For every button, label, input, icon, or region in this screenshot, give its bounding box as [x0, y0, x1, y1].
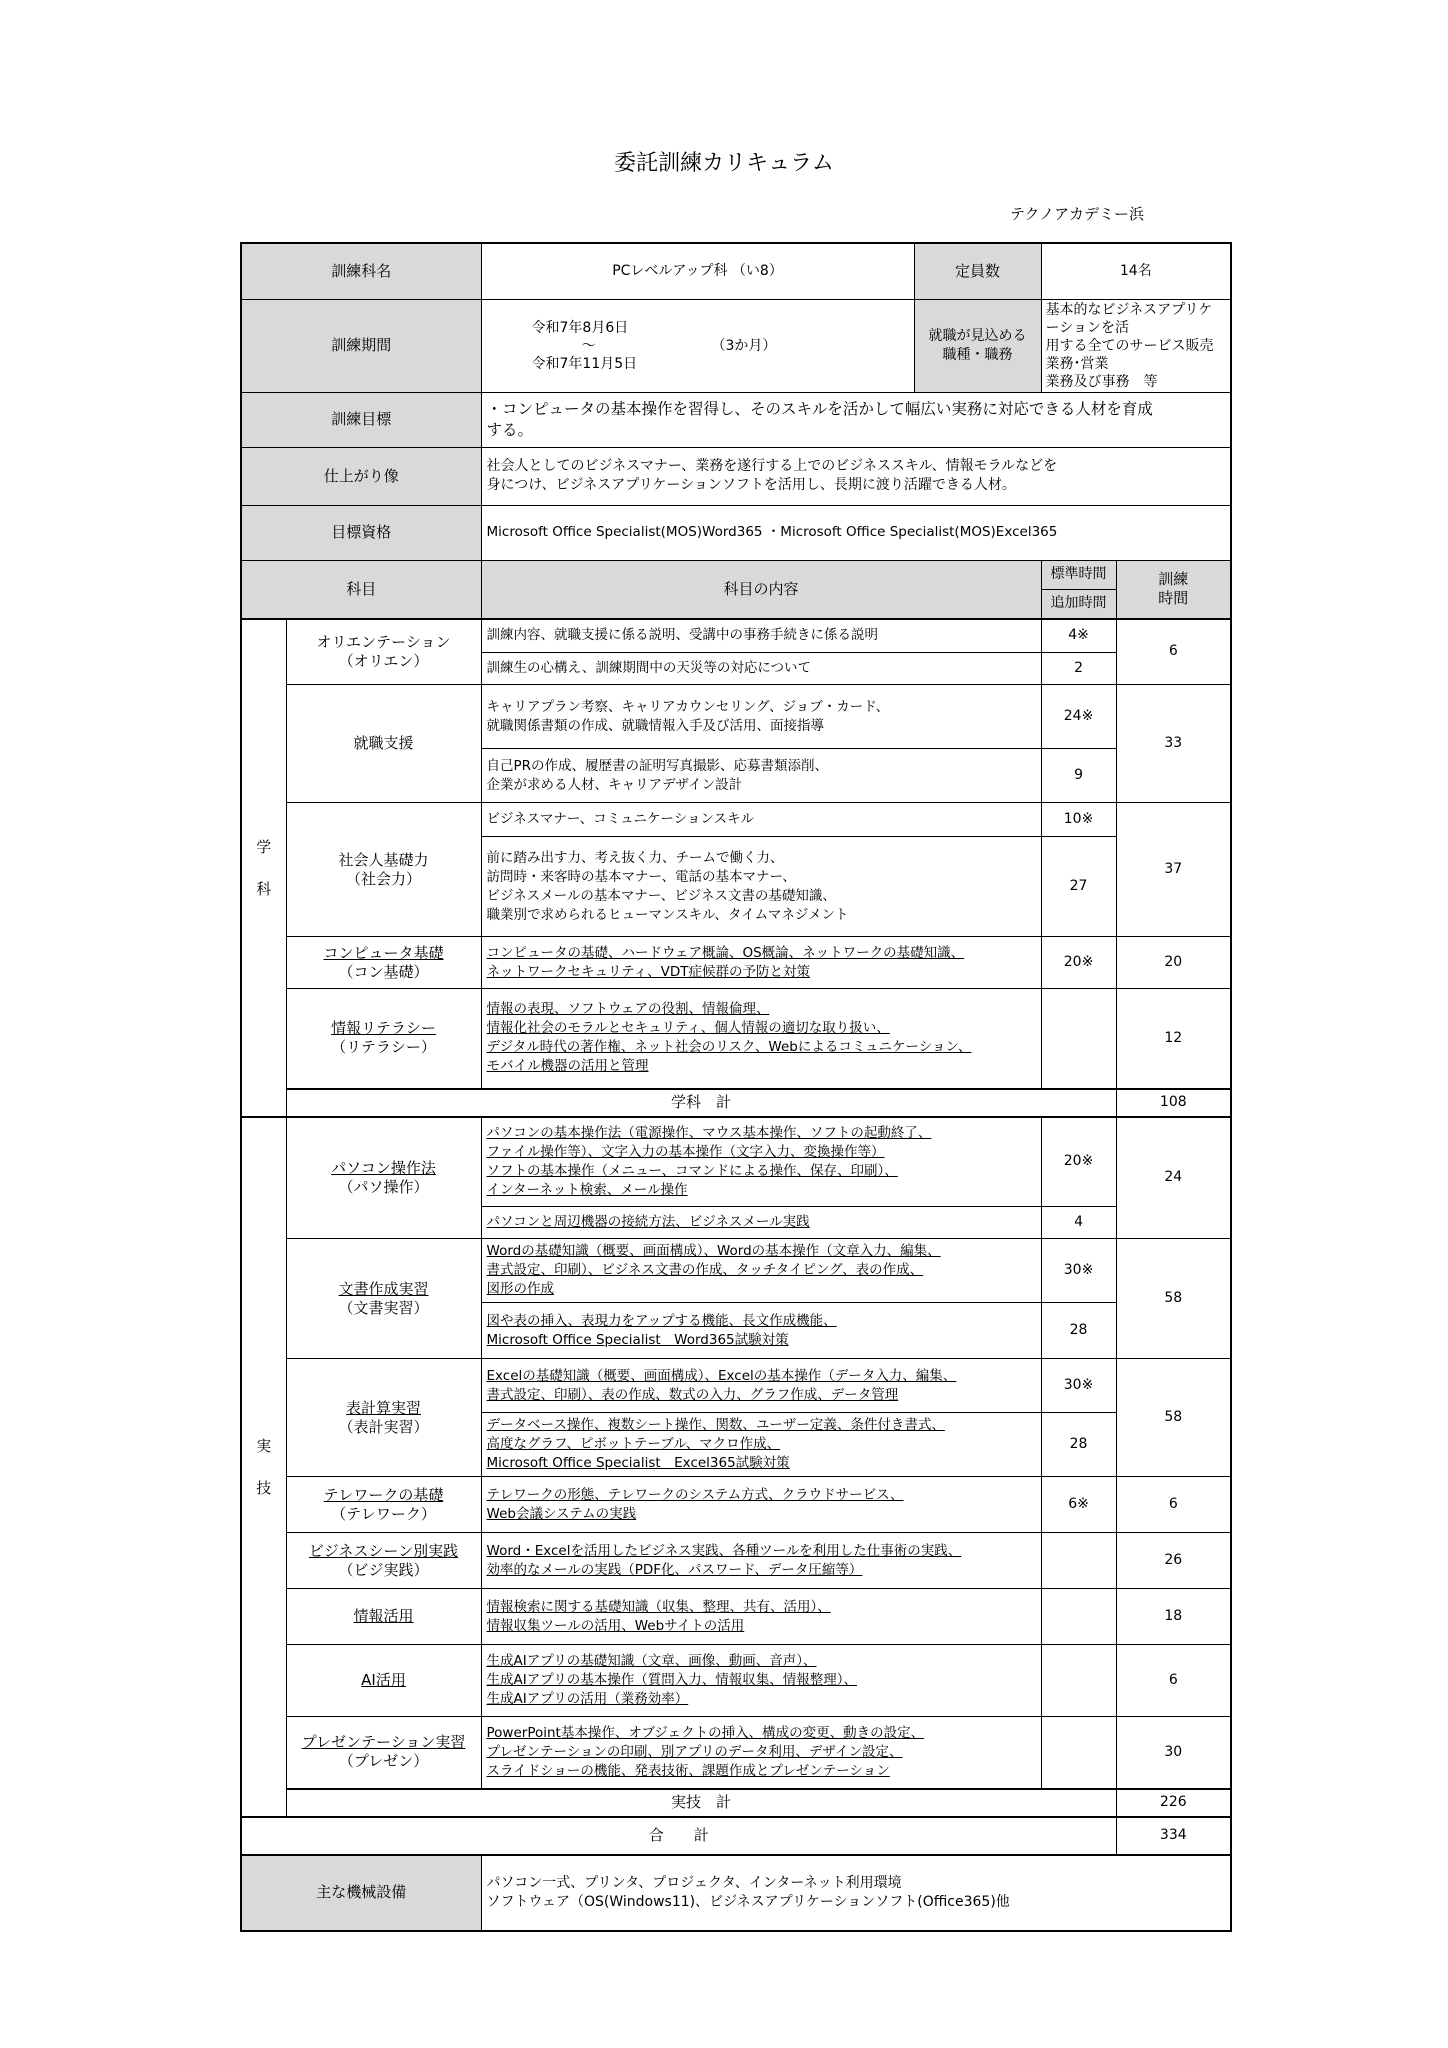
subject-abbr: （パソ操作） [338, 1177, 429, 1196]
capacity-label: 定員数 [914, 243, 1041, 299]
equipment-line: ソフトウェア（OS(Windows11)、ビジネスアプリケーションソフト(Office365)他 [486, 1893, 1010, 1910]
subject-content [481, 937, 1041, 989]
hours-cell: 30※ [1041, 1359, 1116, 1413]
col-train-hours [1116, 560, 1231, 619]
content-line: キャリアプラン考察、キャリアカウンセリング、ジョブ・カード、 [486, 698, 890, 715]
total-hours-cell: 20 [1116, 937, 1231, 989]
hours-cell [1041, 989, 1116, 1089]
jobs-value-line: 基本的なビジネスアプリケーションを活 [1045, 301, 1213, 336]
subject-title: テレワークの基礎 [323, 1485, 444, 1504]
page-title: 委託訓練カリキュラム [614, 151, 834, 176]
subject-abbr: （テレワーク） [331, 1504, 436, 1523]
subject-title: プレゼンテーション実習 [301, 1733, 466, 1752]
hours-cell: 6※ [1041, 1477, 1116, 1533]
period-start: 令和7年8月6日 [531, 319, 629, 336]
subject-abbr: （社会力） [346, 869, 422, 888]
subject-abbr: （プレゼン） [338, 1752, 429, 1771]
hours-cell: 9 [1041, 749, 1116, 803]
content-line: 前に踏み出す力、考え抜く力、チームで働く力、 [486, 849, 784, 866]
subject-abbr: （リテラシー） [331, 1038, 436, 1057]
equipment-label: 主な機械設備 [241, 1855, 481, 1931]
period-separator: ～ [581, 337, 596, 354]
course-name: PCレベルアップ科 （い8） [481, 243, 914, 299]
subject-content [481, 619, 1041, 653]
subject-title: 表計算実習 [346, 1398, 422, 1417]
content-line: 書式設定、印刷）、ビジネス文書の作成、タッチタイピング、表の作成、 [486, 1262, 924, 1278]
capacity-value: 14名 [1041, 243, 1231, 299]
jobs-value-line: 用する全てのサービス販売業務･営業 [1045, 337, 1214, 372]
table-row [241, 1477, 1231, 1533]
content-line: 情報の表現、ソフトウェアの役割、情報倫理、 [486, 1001, 770, 1018]
content-line: パソコンと周辺機器の接続方法、ビジネスメール実践 [486, 1214, 810, 1230]
subject-name [286, 803, 481, 937]
section-label-char: 技 [256, 1478, 272, 1497]
total-hours-cell: 26 [1116, 1533, 1231, 1589]
table-row [241, 937, 1231, 989]
subject-title: 情報活用 [353, 1607, 414, 1625]
cert-value: Microsoft Office Specialist(MOS)Word365 ・Microsoft Office Specialist(MOS)Excel365 [481, 505, 1231, 560]
content-line: プレゼンテーションの印刷、別アプリのデータ利用、デザイン設定、 [486, 1743, 903, 1760]
total-hours-cell: 30 [1116, 1717, 1231, 1789]
subject-name [286, 937, 481, 989]
content-line: コンピュータの基礎、ハードウェア概論、OS概論、ネットワークの基礎知識、 [486, 944, 965, 961]
subject-title: 就職支援 [353, 734, 414, 752]
subject-name [286, 1477, 481, 1533]
content-line: デジタル時代の著作権、ネット社会のリスク、Webによるコミュニケーション、 [486, 1039, 972, 1056]
content-line: テレワークの形態、テレワークのシステム方式、クラウドサービス、 [486, 1486, 904, 1503]
equipment-value [481, 1855, 1231, 1931]
subject-abbr: （ビジ実践） [338, 1560, 429, 1579]
equipment-line: パソコン一式、プリンタ、プロジェクタ、インターネット利用環境 [486, 1874, 902, 1891]
hours-cell: 20※ [1041, 1117, 1116, 1207]
hours-cell [1041, 1645, 1116, 1717]
content-line: スライドショーの機能、発表技術、課題作成とプレゼンテーション [486, 1762, 890, 1779]
subject-title: ビジネスシーン別実践 [308, 1541, 459, 1560]
grand-total-label: 合 計 [241, 1817, 1116, 1855]
course-row [241, 243, 1231, 299]
subject-name [286, 619, 481, 685]
period-value [481, 299, 914, 392]
content-line: 情報化社会のモラルとセキュリティ、個人情報の適切な取り扱い、 [486, 1020, 890, 1037]
content-line: 情報収集ツールの活用、Webサイトの活用 [486, 1617, 745, 1634]
content-line: 訓練内容、就職支援に係る説明、受講中の事務手続きに係る説明 [486, 627, 879, 644]
table-row [241, 1117, 1231, 1207]
total-hours-cell: 58 [1116, 1239, 1231, 1359]
content-line: 情報検索に関する基礎知識（収集、整理、共有、活用）、 [486, 1598, 831, 1615]
goal-row [241, 392, 1231, 447]
subject-content [481, 1477, 1041, 1533]
subject-content [481, 1207, 1041, 1239]
course-label: 訓練科名 [241, 243, 481, 299]
subject-title: 社会人基礎力 [338, 850, 429, 869]
subtotal-value: 226 [1116, 1789, 1231, 1817]
subject-name [286, 1589, 481, 1645]
equipment-row [241, 1855, 1231, 1931]
col-std-hours: 標準時間 [1041, 560, 1116, 589]
content-line: PowerPoint基本操作、オブジェクトの挿入、構成の変更、動きの設定、 [486, 1724, 925, 1741]
goal-label: 訓練目標 [241, 392, 481, 447]
goal-line: する。 [486, 420, 534, 439]
total-hours-cell: 37 [1116, 803, 1231, 937]
goal-value [481, 392, 1231, 447]
subject-name [286, 1239, 481, 1359]
subject-title: 文書作成実習 [338, 1279, 429, 1298]
content-line: 生成AIアプリの基礎知識（文章、画像、動画、音声）、 [486, 1653, 817, 1669]
content-line: インターネット検索、メール操作 [486, 1181, 688, 1198]
jobs-value-line: 業務及び事務 等 [1045, 373, 1158, 390]
cert-label: 目標資格 [241, 505, 481, 560]
table-row [241, 1533, 1231, 1589]
table-row [241, 685, 1231, 749]
jobs-label [914, 299, 1041, 392]
subject-content [481, 685, 1041, 749]
content-line: 訓練生の心構え、訓練期間中の天災等の対応について [486, 660, 812, 676]
content-line: ソフトの基本操作（メニュー、コマンドによる操作、保存、印刷）、 [486, 1162, 898, 1179]
content-line: 企業が求める人材、キャリアデザイン設計 [486, 776, 743, 793]
content-line: 生成AIアプリの活用（業務効率） [486, 1691, 689, 1707]
subject-content [481, 837, 1041, 937]
subtotal-row [241, 1789, 1231, 1817]
table-row [241, 1239, 1231, 1303]
content-line: 効率的なメールの実践（PDF化、パスワード、データ圧縮等） [486, 1561, 863, 1578]
total-hours-cell: 12 [1116, 989, 1231, 1089]
total-hours-cell: 33 [1116, 685, 1231, 803]
content-line: ネットワークセキュリティ、VDT症候群の予防と対策 [486, 963, 811, 980]
subject-name [286, 989, 481, 1089]
subject-name [286, 1117, 481, 1239]
period-end: 令和7年11月5日 [531, 355, 638, 372]
outcome-line: 身につけ、ビジネスアプリケーションソフトを活用し、長期に渡り活躍できる人材。 [486, 477, 1016, 493]
goal-line: ・コンピュータの基本操作を習得し、そのスキルを活かして幅広い実務に対応できる人材を育成 [486, 399, 1153, 418]
content-line: Excelの基礎知識（概要、画面構成）、Excelの基本操作（データ入力、編集、 [486, 1367, 957, 1384]
content-line: Microsoft Office Specialist Word365試験対策 [486, 1331, 789, 1348]
jobs-value [1041, 299, 1231, 392]
subject-content [481, 1645, 1041, 1717]
total-hours-cell: 24 [1116, 1117, 1231, 1239]
subject-content [481, 1717, 1041, 1789]
subtotal-value: 108 [1116, 1089, 1231, 1117]
subject-abbr: （オリエン） [338, 651, 429, 670]
subject-name [286, 1359, 481, 1477]
subject-name [286, 1717, 481, 1789]
hours-cell [1041, 1589, 1116, 1645]
section-label-char: 学 [256, 837, 272, 856]
table-row [241, 989, 1231, 1089]
table-row [241, 1717, 1231, 1789]
content-line: Word・Excelを活用したビジネス実践、各種ツールを利用した仕事術の実践、 [486, 1542, 962, 1559]
content-line: 職業別で求められるヒューマンスキル、タイムマネジメント [486, 906, 849, 923]
subject-name [286, 1533, 481, 1589]
content-line: 高度なグラフ、ピボットテーブル、マクロ作成、 [486, 1436, 781, 1452]
subtotal-row [241, 1089, 1231, 1117]
table-row [241, 1359, 1231, 1413]
content-line: 図や表の挿入、表現力をアップする機能、長文作成機能、 [486, 1312, 837, 1329]
table-row [241, 803, 1231, 837]
subject-content [481, 1413, 1041, 1477]
hours-cell [1041, 1533, 1116, 1589]
content-line: 図形の作成 [486, 1281, 555, 1297]
subject-content [481, 1239, 1041, 1303]
subject-content [481, 749, 1041, 803]
col-train-hours-line: 訓練 [1158, 570, 1189, 588]
subject-title: パソコン操作法 [331, 1158, 436, 1177]
col-content: 科目の内容 [481, 560, 1041, 619]
col-add-hours: 追加時間 [1041, 589, 1116, 619]
content-line: 書式設定、印刷）、表の作成、数式の入力、グラフ作成、データ管理 [486, 1386, 899, 1403]
period-months: （3か月） [711, 337, 777, 354]
subject-abbr: （表計実習） [338, 1417, 429, 1436]
outcome-label: 仕上がり像 [241, 447, 481, 505]
organization-name: テクノアカデミー浜 [1010, 205, 1144, 223]
section-label [241, 619, 286, 1117]
jobs-label-line: 就職が見込める [928, 327, 1027, 344]
col-train-hours-line: 時間 [1158, 589, 1189, 607]
table-row [241, 1645, 1231, 1717]
content-line: モバイル機器の活用と管理 [486, 1058, 649, 1075]
content-line: 就職関係書類の作成、就職情報入手及び活用、面接指導 [486, 717, 825, 734]
curriculum-table [240, 242, 1232, 1932]
table-row [241, 619, 1231, 653]
subtotal-label: 実技 計 [286, 1789, 1116, 1817]
period-label: 訓練期間 [241, 299, 481, 392]
hours-cell: 4※ [1041, 619, 1116, 653]
subject-name [286, 1645, 481, 1717]
subject-title: 情報リテラシー [331, 1019, 436, 1038]
subject-title: AI活用 [361, 1671, 406, 1689]
subject-content [481, 1117, 1041, 1207]
subject-content [481, 1303, 1041, 1359]
hours-cell: 30※ [1041, 1239, 1116, 1303]
grand-total-row [241, 1817, 1231, 1855]
content-line: Microsoft Office Specialist Excel365試験対策 [486, 1455, 790, 1471]
grand-total-value: 334 [1116, 1817, 1231, 1855]
outcome-line: 社会人としてのビジネスマナー、業務を遂行する上でのビジネススキル、情報モラルなどを [486, 458, 1058, 474]
content-line: パソコンの基本操作法（電源操作、マウス基本操作、ソフトの起動終了、 [486, 1124, 932, 1141]
columns-row [241, 560, 1231, 589]
content-line: ファイル操作等）、文字入力の基本操作（文字入力、変換操作等） [486, 1143, 885, 1160]
subtotal-label: 学科 計 [286, 1089, 1116, 1117]
section-label-char: 実 [256, 1436, 272, 1455]
total-hours-cell: 6 [1116, 1645, 1231, 1717]
subject-content [481, 1359, 1041, 1413]
content-line: データベース操作、複数シート操作、関数、ユーザー定義、条件付き書式、 [486, 1417, 945, 1433]
hours-cell: 28 [1041, 1303, 1116, 1359]
period-row [241, 299, 1231, 392]
subject-abbr: （コン基礎） [338, 962, 429, 981]
hours-cell: 27 [1041, 837, 1116, 937]
hours-cell: 20※ [1041, 937, 1116, 989]
section-label-char: 科 [256, 879, 272, 898]
section-label [241, 1117, 286, 1817]
col-subject: 科目 [241, 560, 481, 619]
content-line: Web会議システムの実践 [486, 1505, 637, 1522]
subject-title: コンピュータ基礎 [323, 943, 444, 962]
total-hours-cell: 6 [1116, 1477, 1231, 1533]
subject-title: オリエンテーション [316, 632, 451, 651]
subject-content [481, 1533, 1041, 1589]
content-line: ビジネスマナー、コミュニケーションスキル [486, 811, 754, 827]
table-row [241, 1589, 1231, 1645]
content-line: ビジネスメールの基本マナー、ビジネス文書の基礎知識、 [486, 887, 836, 904]
total-hours-cell: 18 [1116, 1589, 1231, 1645]
total-hours-cell: 58 [1116, 1359, 1231, 1477]
content-line: Wordの基礎知識（概要、画面構成）、Wordの基本操作（文章入力、編集、 [486, 1243, 941, 1259]
subject-content [481, 1589, 1041, 1645]
content-line: 生成AIアプリの基本操作（質問入力、情報収集、情報整理）、 [486, 1672, 857, 1688]
subject-content [481, 803, 1041, 837]
jobs-label-line: 職種・職務 [942, 346, 1013, 363]
outcome-value [481, 447, 1231, 505]
hours-cell: 10※ [1041, 803, 1116, 837]
hours-cell [1041, 1717, 1116, 1789]
subject-name [286, 685, 481, 803]
subject-abbr: （文書実習） [338, 1298, 429, 1317]
content-line: 自己PRの作成、履歴書の証明写真撮影、応募書類添削、 [486, 757, 829, 774]
subject-content [481, 989, 1041, 1089]
subject-content [481, 653, 1041, 685]
hours-cell: 28 [1041, 1413, 1116, 1477]
cert-row [241, 505, 1231, 560]
hours-cell: 2 [1041, 653, 1116, 685]
hours-cell: 24※ [1041, 685, 1116, 749]
outcome-row [241, 447, 1231, 505]
total-hours-cell: 6 [1116, 619, 1231, 685]
content-line: 訪問時・来客時の基本マナー、電話の基本マナー、 [486, 868, 796, 885]
hours-cell: 4 [1041, 1207, 1116, 1239]
